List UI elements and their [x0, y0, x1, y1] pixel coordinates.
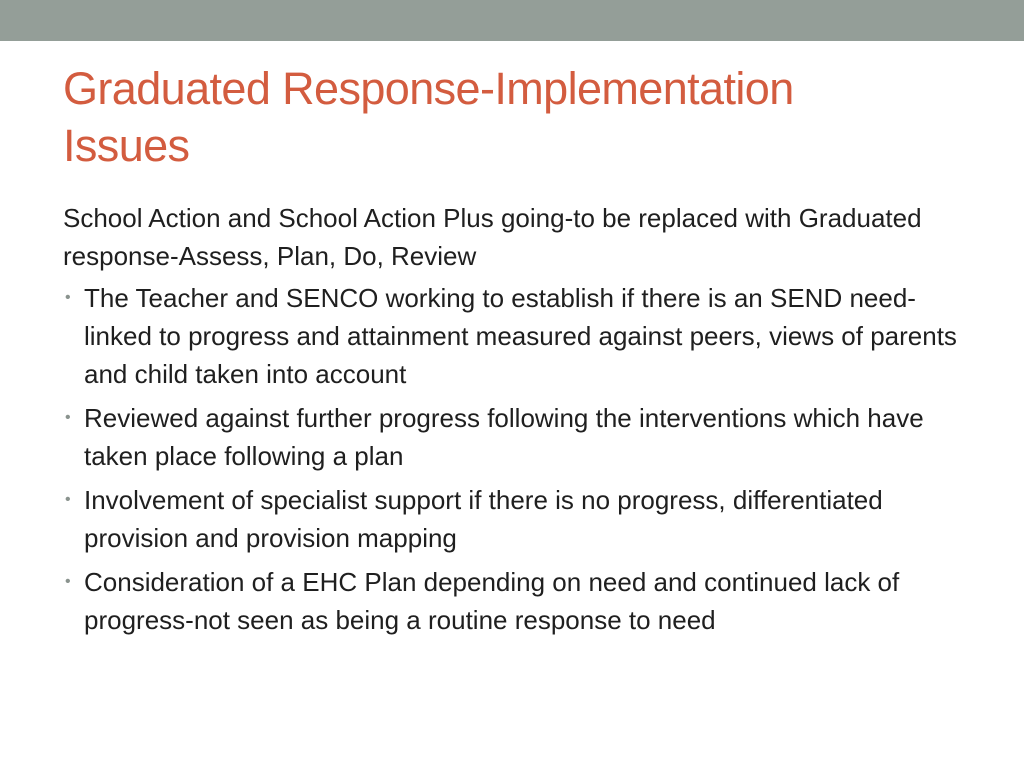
list-item — [63, 399, 963, 475]
bullet-list — [63, 279, 963, 639]
list-item — [63, 279, 963, 393]
top-accent-bar — [0, 0, 1024, 41]
bullet-icon: • — [65, 573, 71, 590]
bullet-text: The Teacher and SENCO working to establish if there is an SEND need-linked to progress and attainment measured against peers, views of parents and child taken into account — [84, 283, 957, 389]
slide-title — [63, 60, 963, 174]
bullet-icon: • — [65, 491, 71, 508]
list-item — [63, 563, 963, 639]
bullet-text: Reviewed against further progress following the interventions which have taken place following a plan — [84, 403, 924, 471]
bullet-icon: • — [65, 289, 71, 306]
slide-body — [63, 199, 963, 645]
bullet-text: Consideration of a EHC Plan depending on need and continued lack of progress-not seen as being a routine response to need — [84, 567, 900, 635]
title-line-2: Issues — [63, 120, 190, 171]
intro-text: School Action and School Action Plus going-to be replaced with Graduated response-Assess, Plan, Do, Review — [63, 203, 922, 271]
list-item — [63, 481, 963, 557]
bullet-icon: • — [65, 409, 71, 426]
title-line-1: Graduated Response-Implementation — [63, 63, 794, 114]
bullet-text: Involvement of specialist support if there is no progress, differentiated provision and provision mapping — [84, 485, 883, 553]
